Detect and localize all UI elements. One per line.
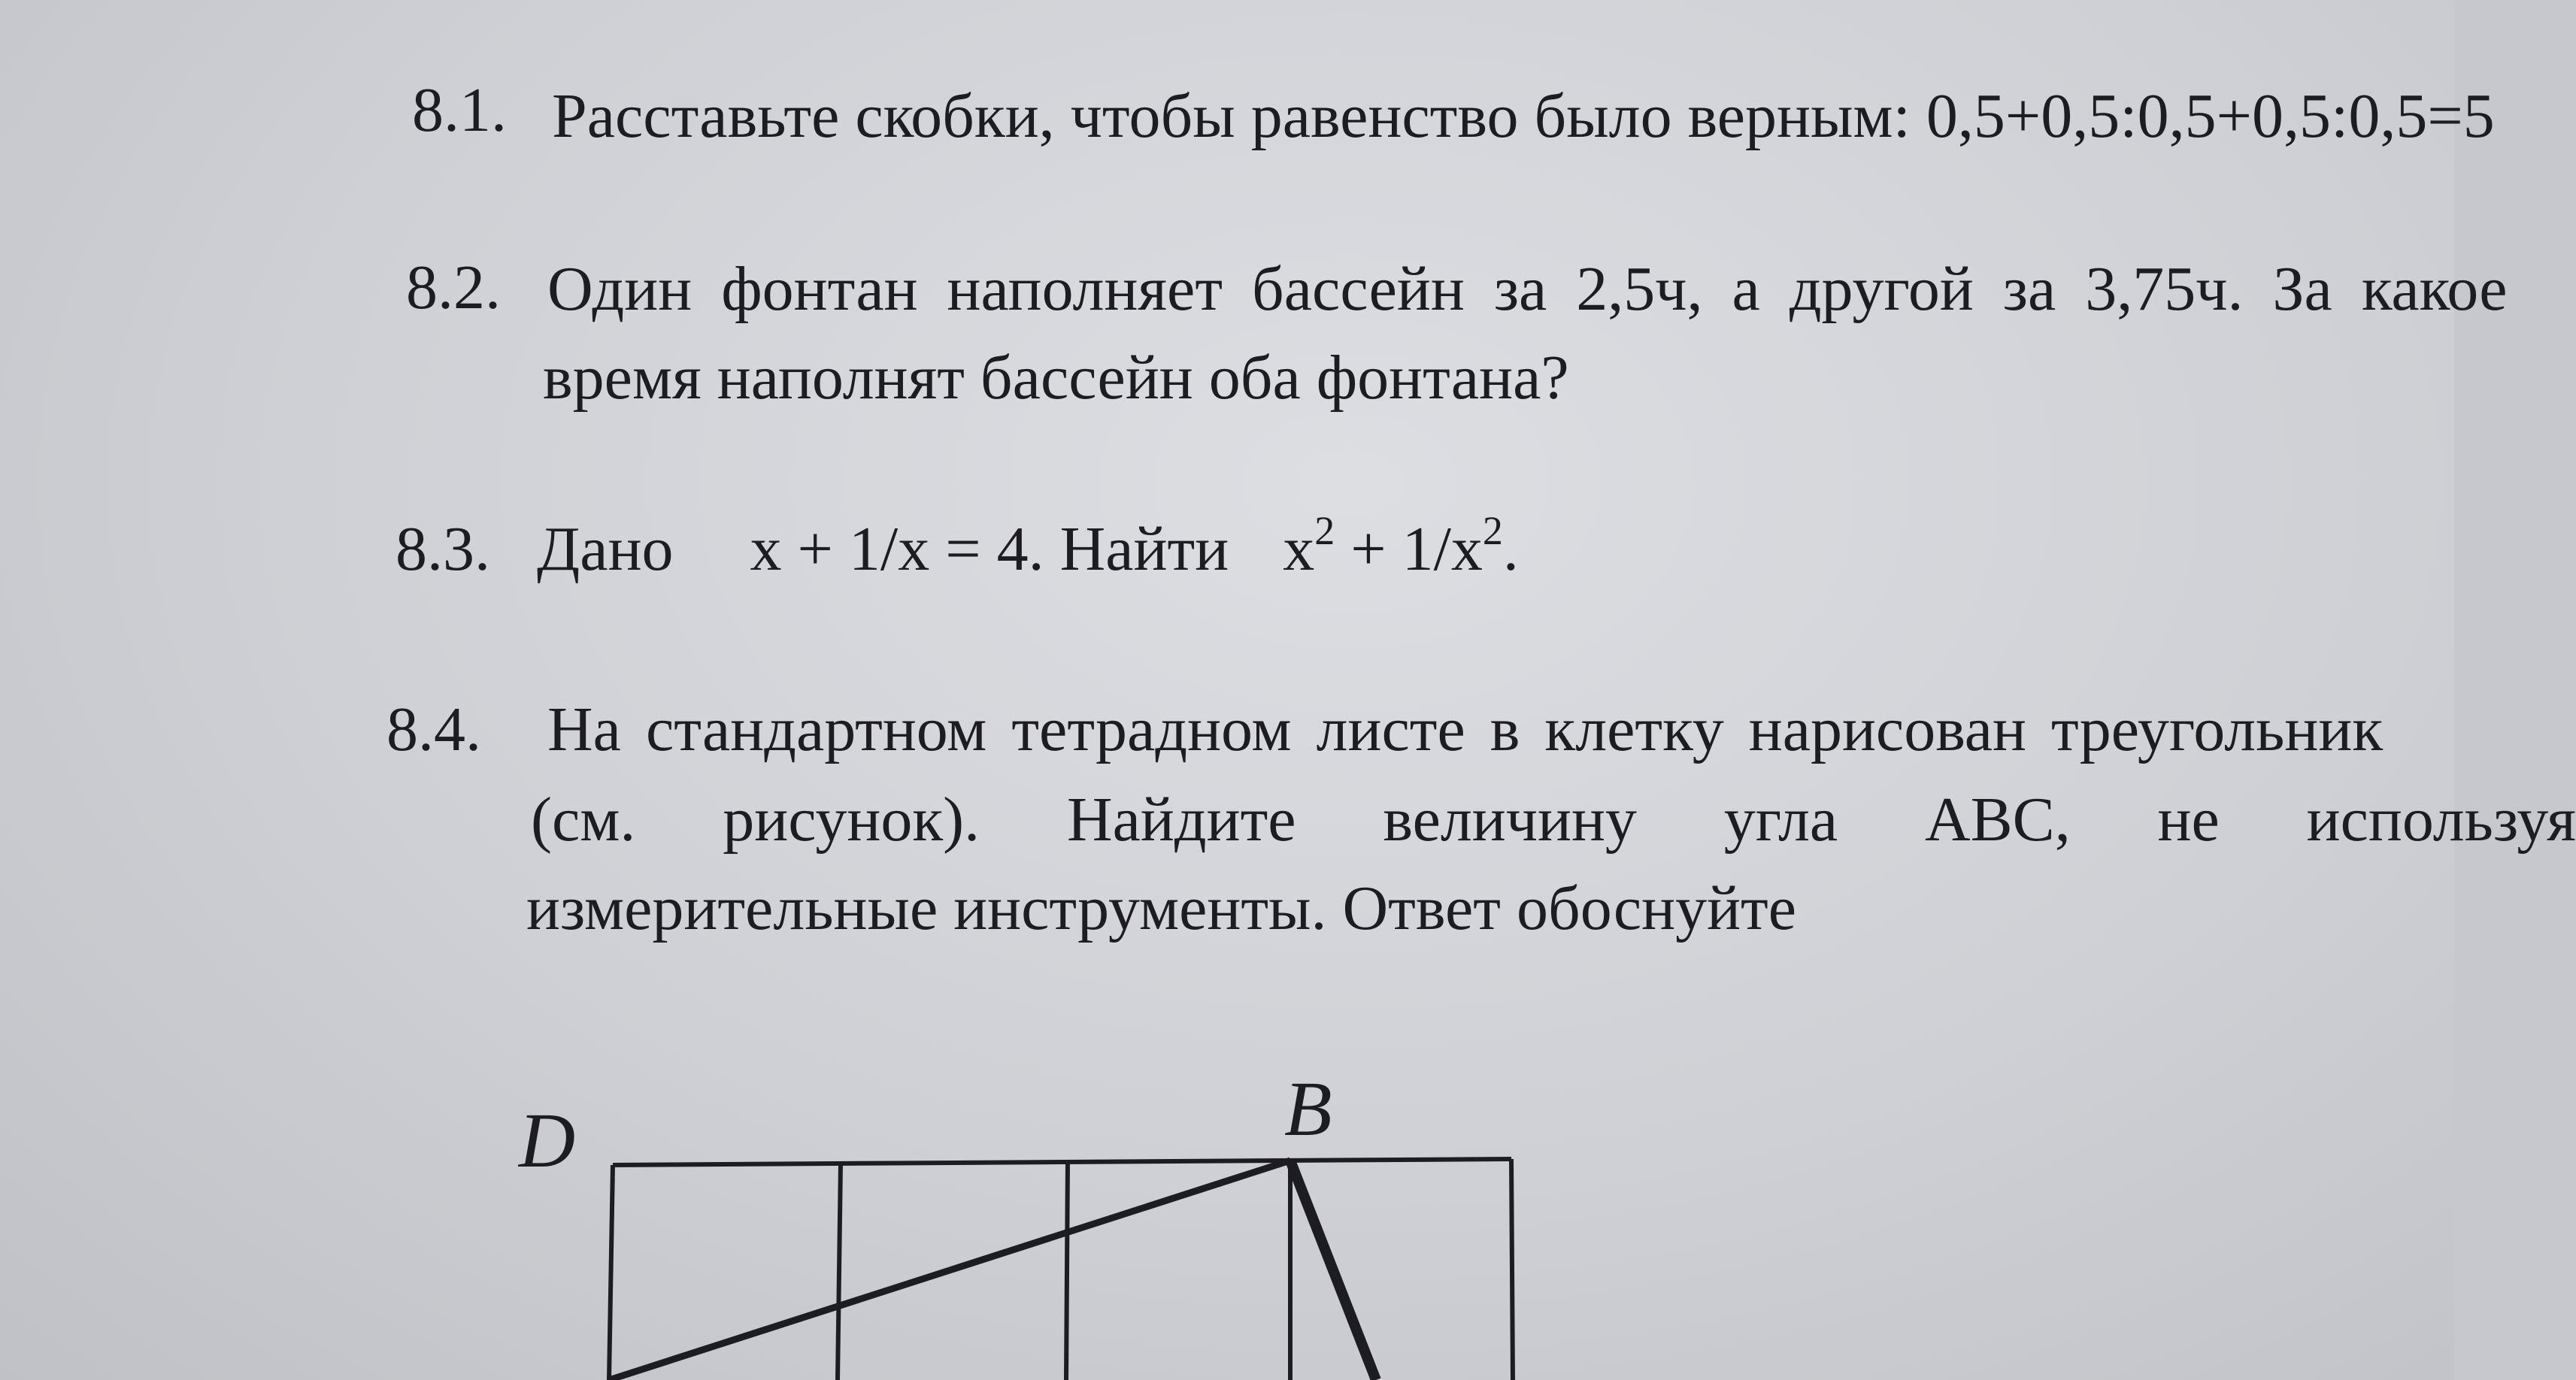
problem-number-8-3: 8.3.: [395, 514, 490, 584]
label-b: B: [1284, 1066, 1332, 1152]
problem-number-8-1: 8.1.: [412, 75, 507, 145]
problem-number-8-2: 8.2.: [406, 253, 501, 322]
given-expression: x + 1/x = 4.: [750, 514, 1044, 584]
problem-text-8-4-line1: На стандартном тетрадном листе в клетку нарисован треугольник: [547, 695, 2384, 764]
problem-text-8-4-line2: (см. рисунок). Найдите величину угла ABC, не используя: [531, 785, 2576, 855]
triangle-grid-figure: [481, 1066, 1534, 1380]
problem-text-8-1: Расставьте скобки, чтобы равенство было верным: 0,5+0,5:0,5+0,5:0,5=5: [552, 81, 2495, 151]
find-label: Найти: [1059, 514, 1229, 584]
given-label: Дано: [537, 514, 674, 584]
problem-text-8-2-line2: время наполнят бассейн оба фонтана?: [543, 343, 1569, 413]
segment-bc: [1290, 1161, 1376, 1380]
label-d: D: [519, 1097, 576, 1184]
find-expression: $x^2 + 1/x^2$.: [1283, 508, 1519, 584]
problem-text-8-4-line3: измерительные инструменты. Ответ обоснуйте: [526, 873, 1797, 943]
problem-text-8-3: [537, 505, 1519, 594]
grid: [609, 1159, 1513, 1380]
problem-text-8-2-line1: Один фонтан наполняет бассейн за 2,5ч, а другой за 3,75ч. За какое: [547, 254, 2508, 324]
segment-ab: [609, 1161, 1290, 1380]
problem-number-8-4: 8.4.: [386, 695, 481, 764]
